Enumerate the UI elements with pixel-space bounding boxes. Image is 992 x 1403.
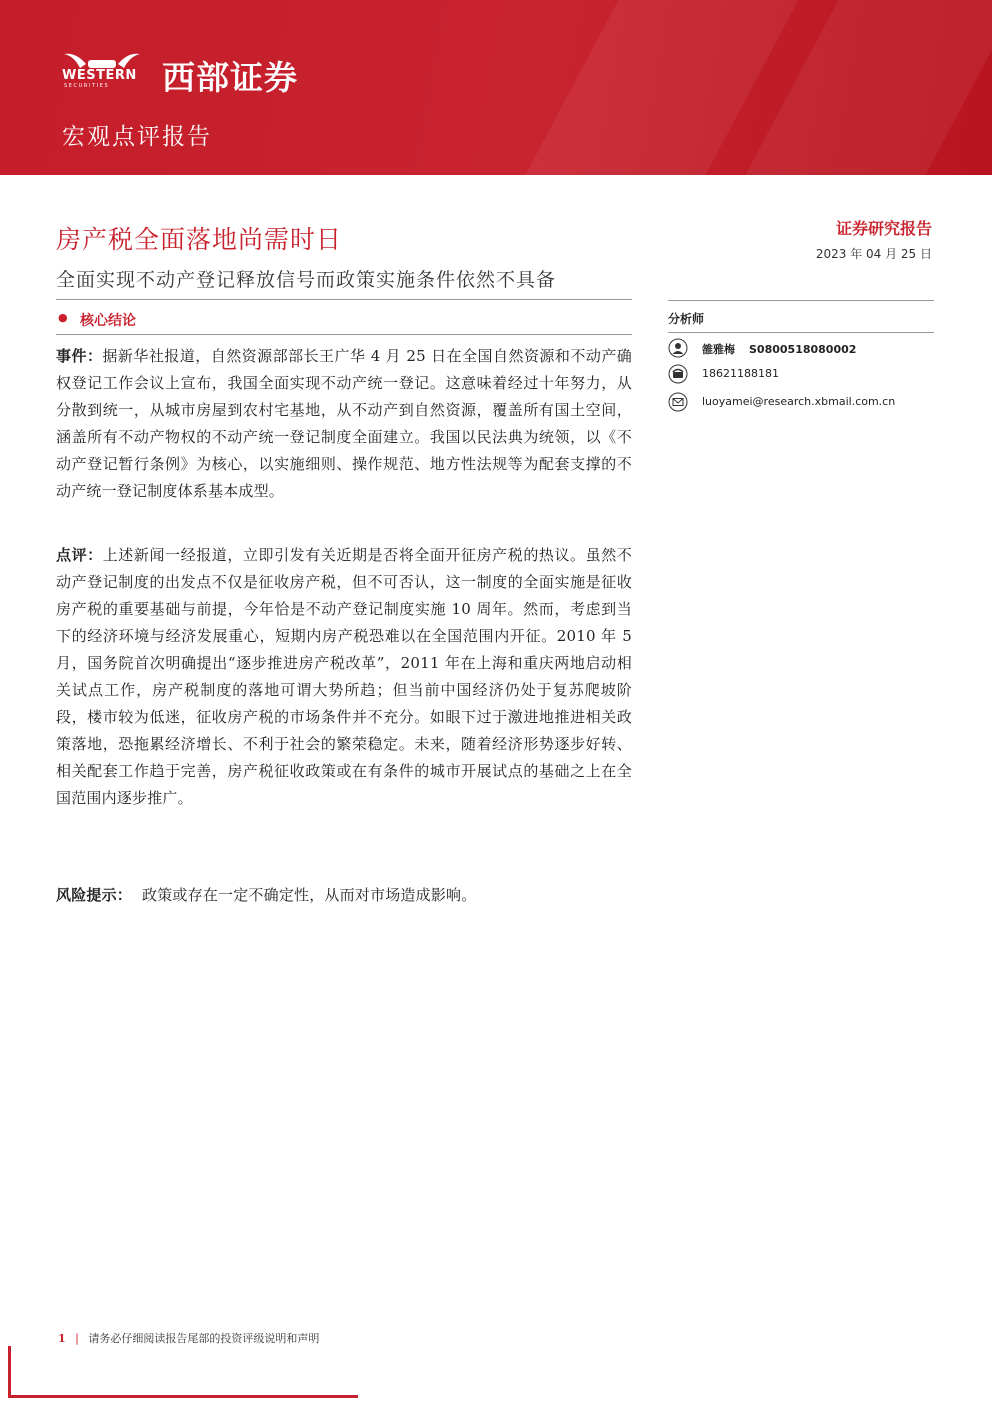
header-banner (0, 0, 992, 175)
footer-accent (8, 1346, 11, 1398)
phone-number: 18621188181 (702, 367, 779, 380)
footer (58, 1330, 319, 1346)
risk-text: 政策或存在一定不确定性，从而对市场造成影响。 (142, 886, 477, 904)
comment-label: 点评： (56, 546, 103, 564)
analyst-name: 雒雅梅 (702, 343, 735, 356)
footer-notice: 请务必仔细阅读报告尾部的投资评级说明和声明 (88, 1332, 320, 1345)
risk-paragraph (56, 882, 632, 909)
logo-subtitle: SECURITIES (64, 83, 110, 89)
person-icon (668, 338, 688, 358)
phone-icon (668, 364, 688, 384)
analyst-heading: 分析师 (668, 312, 705, 326)
risk-label: 风险提示： (56, 886, 133, 904)
logo-wordmark: WESTERN (62, 68, 137, 83)
report-title: 房产税全面落地尚需时日 (56, 225, 343, 254)
event-paragraph (56, 343, 632, 505)
footer-separator: | (75, 1332, 79, 1345)
comment-text: 上述新闻一经报道，立即引发有关近期是否将全面开征房产税的热议。虽然不动产登记制度的出发点不仅是征收房产税，但不可否认，这一制度的全面实施是征收房产税的重要基础与前提，今年恰是不动产登记制度实施 10 周年。然而，考虑到当下的经济环境与经济发展重心，短期内房产税恐难以在全国范围内开征。2010 年 5 月，国务院首次明确提出“逐步推进房产税改革”，2011 年在上海和重庆两地启动相关试点工作，房产税制度的落地可谓大势所趋；但当前中国经济仍处于复苏爬坡阶段，楼市较为低迷，征收房产税的市场条件并不充分。如眼下过于激进地推进相关政策落地，恐拖累经济增长、不利于社会的繁荣稳定。未来，随着经济形势逐步好转、相关配套工作趋于完善，房产税征收政策或在有条件的城市开展试点的基础之上在全国范围内逐步推广。 (56, 546, 632, 807)
report-subtitle: 全面实现不动产登记释放信号而政策实施条件依然不具备 (56, 269, 557, 291)
bull-horns-icon (60, 50, 150, 70)
section-header (56, 308, 632, 335)
mail-icon (668, 392, 688, 412)
event-label: 事件： (56, 347, 103, 365)
footer-accent (8, 1395, 358, 1398)
bullet-icon: ● (58, 311, 68, 324)
report-category: 宏观点评报告 (62, 124, 212, 150)
brand-name: 西部证券 (162, 58, 298, 97)
email-address: luoyamei@research.xbmail.com.cn (702, 395, 896, 408)
event-text: 据新华社报道，自然资源部部长王广华 4 月 25 日在全国自然资源和不动产确权登记工作会议上宣布，我国全面实现不动产统一登记。这意味着经过十年努力，从分散到统一，从城市房屋到农村宅基地，从不动产到自然资源，覆盖所有国土空间，涵盖所有不动产物权的不动产统一登记制度全面建立。我国以民法典为统领，以《不动产登记暂行条例》为核心，以实施细则、操作规范、地方性法规等为配套支撑的不动产统一登记制度体系基本成型。 (56, 347, 632, 500)
divider (56, 299, 632, 300)
divider (668, 300, 934, 301)
divider (668, 332, 934, 333)
analyst-id: S0800518080002 (749, 343, 857, 356)
comment-paragraph (56, 542, 632, 812)
report-type: 证券研究报告 (835, 219, 932, 238)
page-number: 1 (58, 1332, 66, 1345)
section-label: 核心结论 (80, 313, 136, 329)
company-logo (60, 50, 150, 92)
report-date: 2023 年 04 月 25 日 (815, 247, 932, 261)
